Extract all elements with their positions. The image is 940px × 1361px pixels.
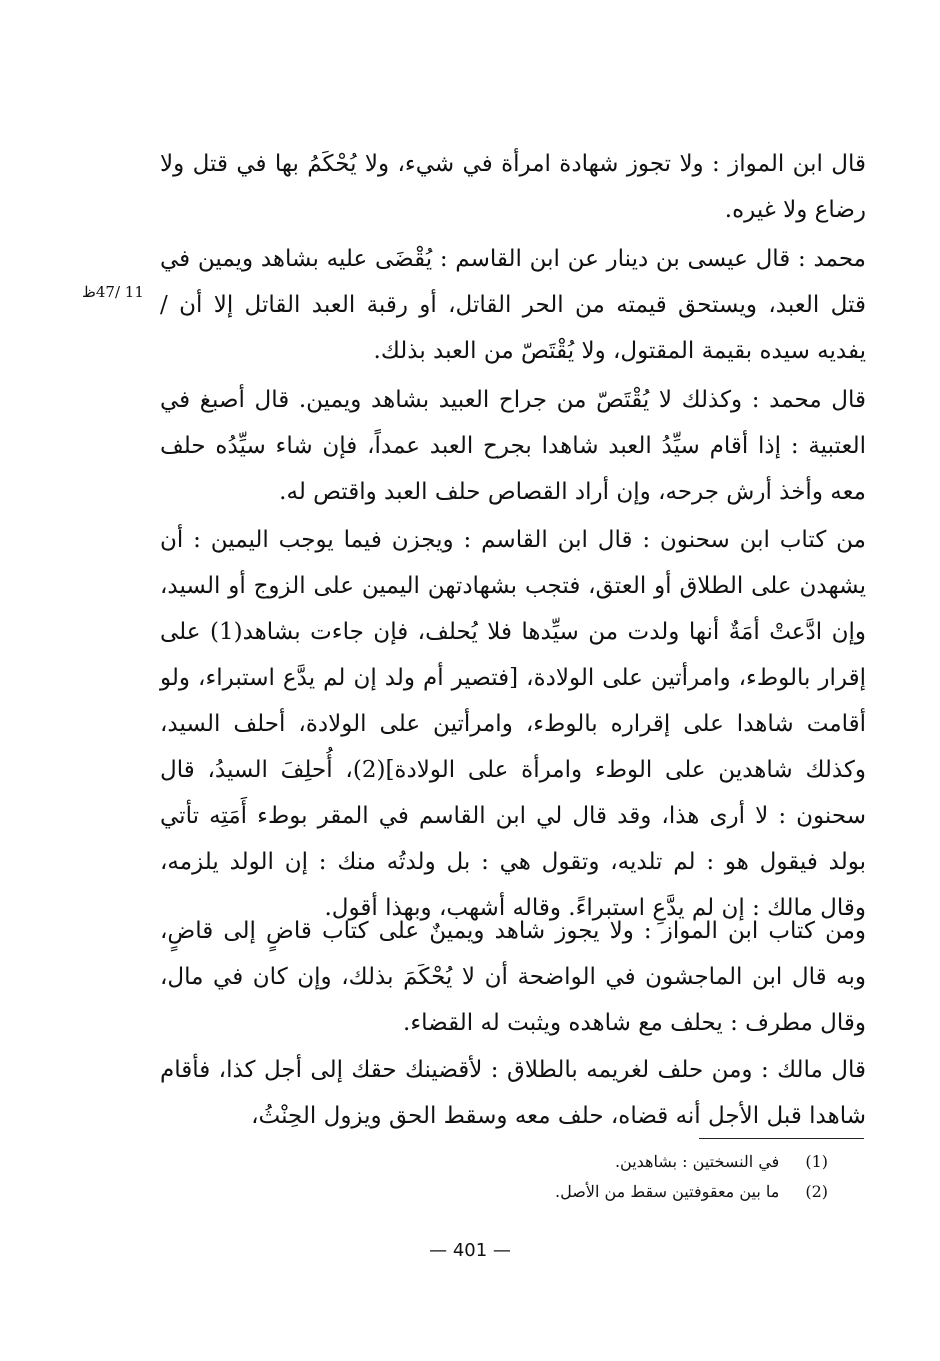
paragraph-5-text: ومن كتاب ابن المواز : ولا يجوز شاهد ويمينٌ على كتاب قاضٍ إلى قاضٍ، وبه قال ابن الماجشون في الواضحة أن لا يُحْكَمَ بذلك، وإن كان في مال، وقال مطرف : يحلف مع شاهده ويثبت له القضاء. bbox=[160, 918, 866, 1036]
footnote-1 bbox=[615, 1150, 828, 1174]
paragraph-5 bbox=[160, 908, 866, 1046]
paragraph-2 bbox=[160, 236, 866, 374]
footnote-2 bbox=[555, 1180, 828, 1204]
paragraph-1-text: قال ابن المواز : ولا تجوز شهادة امرأة في شيء، ولا يُحْكَمُ بها في قتل ولا رضاع ولا غيره. bbox=[160, 151, 866, 223]
paragraph-6 bbox=[160, 1047, 866, 1139]
paragraph-3-text: قال محمد : وكذلك لا يُقْتَصّ من جراح العبيد بشاهد ويمين. قال أصبغ في العتبية : إذا أقام سيِّدُ العبد شاهدا بجرح العبد عمداً، فإن شاء سيِّدُه حلف معه وأخذ أرش جرحه، وإن أراد القصاص حلف العبد واقتص له. bbox=[160, 387, 866, 505]
paragraph-6-text: قال مالك : ومن حلف لغريمه بالطلاق : لأقضينك حقك إلى أجل كذا، فأقام شاهدا قبل الأجل أنه قضاه، حلف معه وسقط الحق ويزول الحِنْثُ، bbox=[160, 1057, 866, 1129]
paragraph-3 bbox=[160, 377, 866, 515]
footnote-divider bbox=[699, 1138, 864, 1139]
paragraph-4 bbox=[160, 517, 866, 931]
footnote-2-number: (2) bbox=[805, 1182, 828, 1201]
paragraph-1 bbox=[160, 141, 866, 233]
footnote-1-text: في النسختين : بشاهدين. bbox=[614, 1152, 780, 1171]
manuscript-folio-marker: 11 /47ظ bbox=[82, 283, 144, 301]
footnote-2-text: ما بين معقوفتين سقط من الأصل. bbox=[555, 1182, 780, 1201]
paragraph-4-text: من كتاب ابن سحنون : قال ابن القاسم : ويجزن فيما يوجب اليمين : أن يشهدن على الطلاق أو العتق، فتجب بشهادتهن اليمين على الزوج أو السيد، وإن ادَّعتْ أمَةٌ أنها ولدت من سيِّدها فلا يُحلف، فإن جاءت بشاهد(1) على إقرار بالوطء، وامرأتين على الولادة، [فتصير أم ولد إن لم يدَّع استبراء، ولو أقامت شاهدا على إقراره بالوطء، وامرأتين على الولادة، أحلف السيد، وكذلك شاهدين على الوطء وامرأة على الولادة](2)، أُحلِفَ السيدُ، قال سحنون : لا أرى هذا، وقد قال لي ابن القاسم في المقر بوطء أَمَتِه تأتي بولد فيقول هو : لم تلديه، وتقول هي : بل ولدتُه منك : إن الولد يلزمه، وقال مالك : إن لم يدَّعِ استبراءً. وقاله أشهب، وبهذا أقول. bbox=[160, 527, 867, 921]
paragraph-2-text: محمد : قال عيسى بن دينار عن ابن القاسم : يُقْضَى عليه بشاهد ويمين في قتل العبد، ويستحق قيمته من الحر القاتل، أو رقبة العبد القاتل إلا أن / يفديه سيده بقيمة المقتول، ولا يُقْتَصّ من العبد بذلك. bbox=[160, 246, 866, 364]
footnote-1-number: (1) bbox=[805, 1152, 828, 1171]
page-number: — 401 — bbox=[429, 1240, 511, 1261]
